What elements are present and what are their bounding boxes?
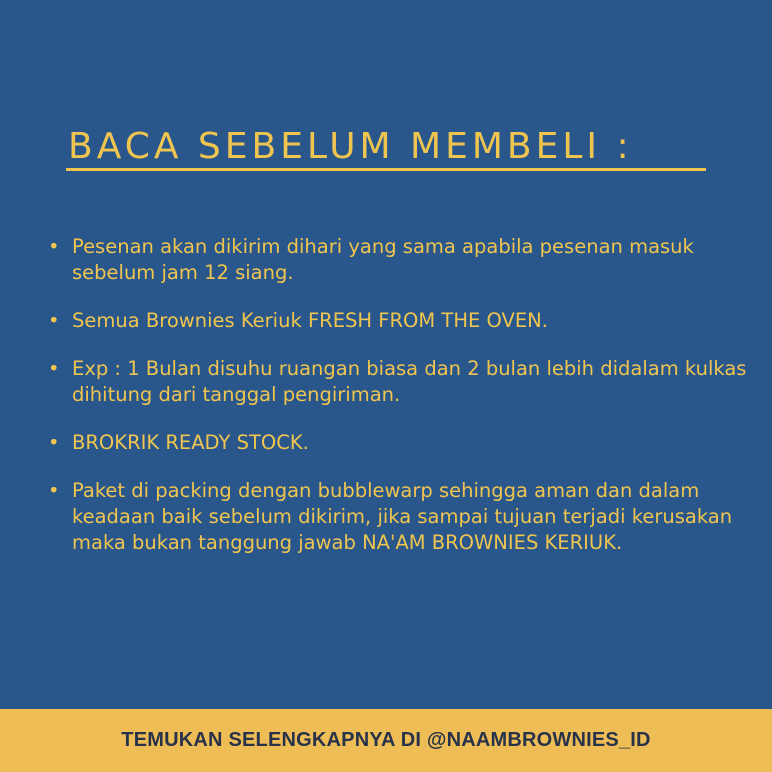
rule-text: Semua Brownies Keriuk FRESH FROM THE OVEN. [72, 309, 548, 332]
bullet-icon: • [48, 431, 60, 454]
bullet-icon: • [48, 479, 60, 502]
list-item [48, 308, 763, 334]
rules-list [48, 234, 763, 556]
list-item [48, 478, 763, 556]
rule-text: Paket di packing dengan bubblewarp sehingga aman dan dalam keadaan baik sebelum dikirim, jika sampai tujuan terjadi kerusakan maka bukan tanggung jawab NA'AM BROWNIES KERIUK. [72, 479, 733, 554]
bullet-icon: • [48, 235, 60, 258]
instagram-handle-text: TEMUKAN SELENGKAPNYA DI @NAAMBROWNIES_ID [121, 729, 651, 751]
rule-text: Pesenan akan dikirim dihari yang sama apabila pesenan masuk sebelum jam 12 siang. [72, 235, 694, 284]
list-item [48, 430, 763, 456]
rule-text: BROKRIK READY STOCK. [72, 431, 309, 454]
bullet-icon: • [48, 309, 60, 332]
page-title: BACA SEBELUM MEMBELI : [68, 126, 633, 167]
rule-text: Exp : 1 Bulan disuhu ruangan biasa dan 2 bulan lebih didalam kulkas dihitung dari tanggal pengiriman. [72, 357, 747, 406]
list-item [48, 356, 763, 408]
bullet-icon: • [48, 357, 60, 380]
footer-banner [0, 709, 772, 772]
title-underline [66, 168, 706, 171]
list-item [48, 234, 763, 286]
